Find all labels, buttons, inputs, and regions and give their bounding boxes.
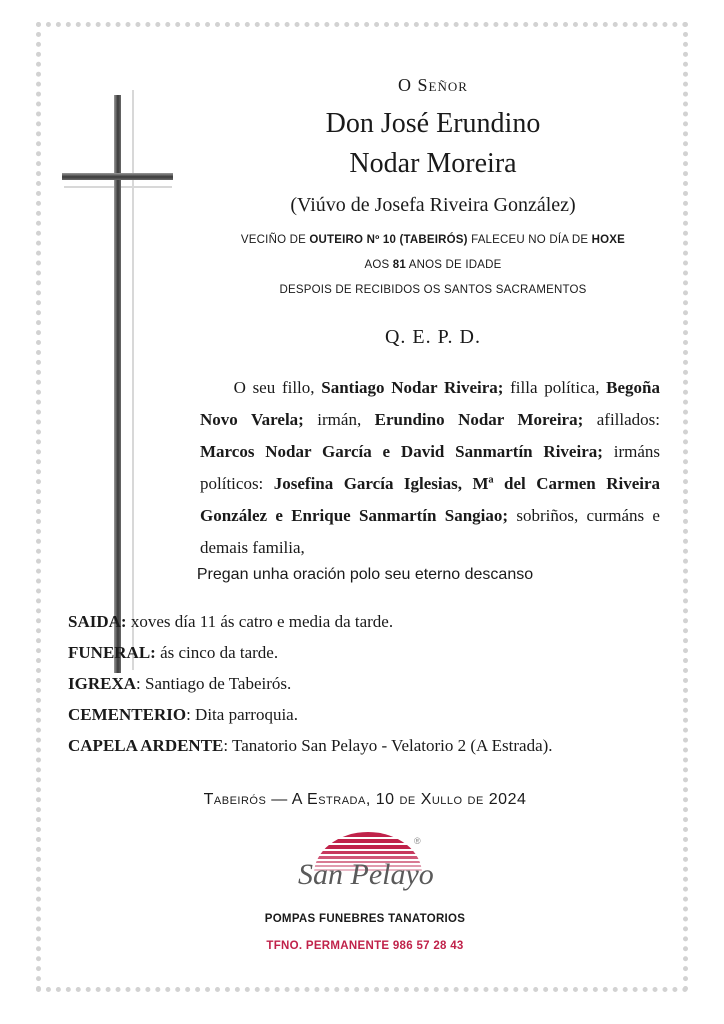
- detail-cementerio: [68, 699, 688, 730]
- deceased-name-line1: Don José Erundino: [325, 108, 541, 139]
- phone-line: TFNO. PERMANENTE 986 57 28 43: [266, 940, 464, 952]
- residence-address: OUTEIRO Nº 10 (TABEIRÓS): [309, 234, 468, 246]
- cross-icon-bar: [62, 173, 173, 180]
- detail-label: IGREXA: [68, 674, 137, 693]
- detail-capela: [68, 730, 688, 761]
- detail-label: FUNERAL:: [68, 643, 156, 662]
- detail-value: : Dita parroquia.: [186, 705, 298, 724]
- detail-label: CAPELA ARDENTE: [68, 736, 224, 755]
- age-line: [200, 259, 666, 271]
- sacraments-line: DESPOIS DE RECIBIDOS OS SANTOS SACRAMENTOS: [279, 284, 587, 296]
- residence-text: VECIÑO DE: [240, 234, 310, 246]
- family-text: filla política,: [503, 378, 607, 397]
- qepd: Q. E. P. D.: [384, 326, 481, 348]
- death-text: FALECEU NO DÍA DE: [467, 234, 592, 246]
- prayer-request: Pregan unha oración polo seu eterno descanso: [196, 566, 534, 583]
- residence-line: [200, 234, 666, 246]
- family-brother: Erundino Nodar Moreira;: [374, 410, 584, 429]
- deceased-name-line2: Nodar Moreira: [349, 148, 517, 179]
- place-date: Tabeirós — A Estrada, 10 de Xullo de 2024: [203, 791, 527, 808]
- detail-funeral: [68, 637, 688, 668]
- family-text: O seu fillo,: [233, 378, 322, 397]
- family-daughter-in-law: Begoña Novo Varela;: [200, 378, 661, 429]
- age-text-a: AOS: [364, 259, 393, 271]
- cross-icon: [114, 95, 121, 673]
- company-tagline: POMPAS FUNEBRES TANATORIOS: [264, 913, 466, 925]
- title-line: O Señor: [398, 75, 468, 95]
- family-text: irmán,: [303, 410, 375, 429]
- family-in-laws: Josefina García Iglesias, Mª del Carmen Riveira González e Enrique Sanmartín Sangiao;: [200, 474, 661, 525]
- family-text: sobriños, curmáns e demais familia,: [200, 506, 660, 557]
- age-value: 81: [392, 259, 406, 271]
- family-son: Santiago Nodar Riveira;: [321, 378, 504, 397]
- detail-value: ás cinco da tarde.: [155, 643, 279, 662]
- age-text-b: ANOS DE IDADE: [406, 259, 502, 271]
- service-details: [68, 606, 688, 761]
- detail-igrexa: [68, 668, 688, 699]
- detail-value: : Santiago de Tabeirós.: [136, 674, 292, 693]
- detail-label: CEMENTERIO: [68, 705, 187, 724]
- detail-value: xoves día 11 ás catro e media da tarde.: [126, 612, 394, 631]
- widow-line: (Viúvo de Josefa Riveira González): [290, 194, 576, 216]
- detail-saida: [68, 606, 688, 637]
- family-text: irmáns políticos:: [200, 442, 660, 493]
- family-paragraph: [200, 372, 660, 564]
- logo-wordmark: San Pelayo: [298, 858, 434, 891]
- detail-value: : Tanatorio San Pelayo - Velatorio 2 (A Estrada).: [223, 736, 553, 755]
- detail-label: SAIDA:: [68, 612, 127, 631]
- family-godchildren: Marcos Nodar García e David Sanmartín Riveira;: [200, 442, 603, 461]
- registered-mark: ®: [414, 836, 421, 846]
- death-day: HOXE: [591, 234, 626, 246]
- family-text: afillados:: [583, 410, 660, 429]
